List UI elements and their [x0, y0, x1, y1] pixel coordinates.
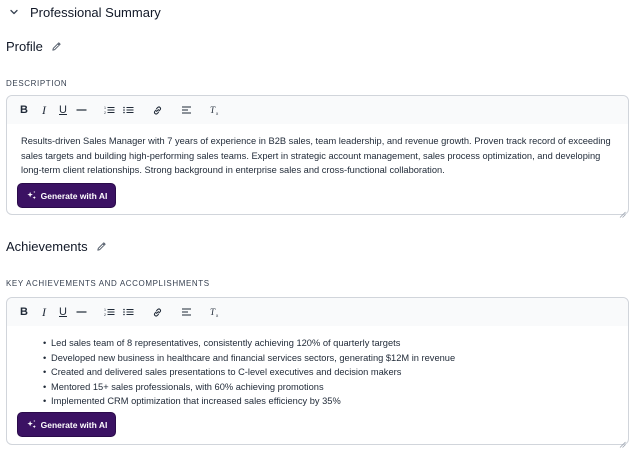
- clear-format-icon[interactable]: [209, 303, 221, 321]
- svg-text:2: 2: [103, 313, 106, 317]
- list-item: • Created and delivered sales presentations to C-level executives and decision makers: [51, 365, 614, 380]
- profile-heading: [6, 39, 63, 54]
- achievements-toolbar: [7, 298, 628, 326]
- achievements-label: KEY ACHIEVEMENTS AND ACCOMPLISHMENTS: [6, 279, 210, 288]
- svg-text:1: 1: [103, 308, 106, 312]
- svg-text:1: 1: [103, 106, 106, 110]
- achievements-heading-label: Achievements: [6, 239, 88, 254]
- italic-button[interactable]: I: [42, 102, 46, 117]
- list-item: • Mentored 15+ sales professionals, with 60% achieving promotions: [51, 380, 614, 395]
- bold-button[interactable]: B: [20, 104, 28, 116]
- achievements-list: [21, 336, 614, 409]
- description-toolbar: [7, 96, 628, 124]
- generate-ai-button-achievements[interactable]: [17, 412, 116, 437]
- list-item: • Led sales team of 8 representatives, consistently achieving 120% of quarterly targets: [51, 336, 614, 351]
- section-header-professional-summary[interactable]: [8, 3, 161, 21]
- horizontal-rule-icon[interactable]: [75, 101, 87, 119]
- svg-text:2: 2: [103, 111, 106, 115]
- achievements-editor[interactable]: [6, 297, 629, 445]
- link-icon[interactable]: [151, 303, 163, 321]
- svg-text:x: x: [216, 111, 219, 116]
- sparkle-icon: [26, 419, 37, 430]
- bold-button[interactable]: B: [20, 306, 28, 318]
- underline-button[interactable]: U: [59, 104, 67, 116]
- section-title: Professional Summary: [30, 4, 161, 20]
- sparkle-icon: [26, 190, 37, 201]
- align-left-icon[interactable]: [180, 101, 192, 119]
- underline-button[interactable]: U: [59, 306, 67, 318]
- bullet-list-icon[interactable]: [122, 101, 134, 119]
- list-item: • Developed new business in healthcare and financial services sectors, generating $12M in revenue: [51, 351, 614, 366]
- achievements-heading: [6, 239, 108, 254]
- description-label: DESCRIPTION: [6, 79, 68, 88]
- profile-heading-label: Profile: [6, 39, 43, 54]
- pencil-icon[interactable]: [96, 241, 108, 253]
- description-editor[interactable]: [6, 95, 629, 215]
- link-icon[interactable]: [151, 101, 163, 119]
- resize-handle[interactable]: [619, 205, 626, 212]
- pencil-icon[interactable]: [51, 41, 63, 53]
- generate-ai-label: Generate with AI: [40, 419, 108, 430]
- description-text[interactable]: Results-driven Sales Manager with 7 years of experience in B2B sales, team leadership, and revenue growth. Proven track record of exceeding sales targets and building high-performing sales teams. Expert in strategic account management, sales process optimization, and developing long-term client relationships. Strong background in enterprise sales and cross-functional collaboration.: [21, 136, 611, 175]
- svg-text:T: T: [210, 105, 216, 115]
- list-item: • Implemented CRM optimization that increased sales efficiency by 35%: [51, 394, 614, 409]
- chevron-down-icon: [8, 6, 20, 18]
- align-left-icon[interactable]: [180, 303, 192, 321]
- bullet-list-icon[interactable]: [122, 303, 134, 321]
- svg-text:T: T: [210, 307, 216, 317]
- ordered-list-icon[interactable]: [103, 303, 115, 321]
- achievements-text[interactable]: [7, 326, 628, 409]
- italic-button[interactable]: I: [42, 304, 46, 319]
- ordered-list-icon[interactable]: [103, 101, 115, 119]
- horizontal-rule-icon[interactable]: [75, 303, 87, 321]
- generate-ai-label: Generate with AI: [40, 190, 108, 201]
- generate-ai-button-profile[interactable]: [17, 183, 116, 208]
- svg-text:x: x: [216, 313, 219, 318]
- resize-handle[interactable]: [619, 435, 626, 442]
- clear-format-icon[interactable]: [209, 101, 221, 119]
